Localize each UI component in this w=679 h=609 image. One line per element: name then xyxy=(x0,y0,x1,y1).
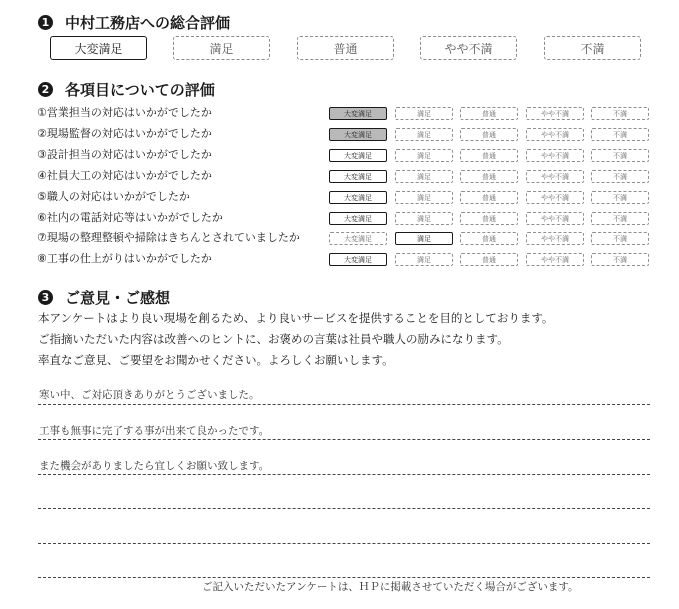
rating-option[interactable]: 不満 xyxy=(591,191,649,204)
rating-option[interactable]: やや不満 xyxy=(526,128,584,141)
rating-option[interactable]: 大変満足 xyxy=(329,232,387,245)
rating-option[interactable]: やや不満 xyxy=(526,212,584,225)
rating-option[interactable]: やや不満 xyxy=(526,253,584,266)
rating-option[interactable]: やや不満 xyxy=(526,170,584,183)
rating-option[interactable]: 大変満足 xyxy=(329,107,387,120)
rating-option[interactable]: やや不満 xyxy=(526,232,584,245)
intro-line: 本アンケートはより良い現場を創るため、より良いサービスを提供することを目的としております。 xyxy=(38,311,554,325)
footer-note: ご記入いただいたアンケートは、ＨＰに掲載させていただく場合がございます。 xyxy=(202,581,579,593)
question-label: ④社員大工の対応はいかがでしたか xyxy=(37,169,212,182)
question-label: ③設計担当の対応はいかがでしたか xyxy=(37,148,212,161)
rating-option[interactable]: 普通 xyxy=(460,232,518,245)
question-label: ⑤職人の対応はいかがでしたか xyxy=(37,190,190,203)
rating-option[interactable]: 大変満足 xyxy=(329,253,387,266)
rating-option[interactable]: やや不満 xyxy=(526,149,584,162)
section-3-heading xyxy=(38,287,170,308)
rating-option[interactable]: 不満 xyxy=(591,212,649,225)
rating-option[interactable]: やや不満 xyxy=(526,107,584,120)
rating-option[interactable]: 満足 xyxy=(395,232,453,245)
section-number-badge: 1 xyxy=(38,15,53,30)
rating-option[interactable]: 大変満足 xyxy=(329,128,387,141)
rating-option[interactable]: 普通 xyxy=(460,149,518,162)
question-label: ⑧工事の仕上がりはいかがでしたか xyxy=(37,252,212,265)
rating-option[interactable]: 不満 xyxy=(591,232,649,245)
rating-option[interactable]: 大変満足 xyxy=(329,170,387,183)
writing-line xyxy=(38,474,650,475)
intro-line: 率直なご意見、ご要望をお聞かせください。よろしくお願いします。 xyxy=(38,353,394,367)
section-title: ご意見・ご感想 xyxy=(65,289,171,307)
rating-option[interactable]: 満足 xyxy=(395,149,453,162)
rating-option[interactable]: 普通 xyxy=(460,191,518,204)
rating-option[interactable]: 満足 xyxy=(395,212,453,225)
rating-option[interactable]: 普通 xyxy=(460,253,518,266)
question-label: ①営業担当の対応はいかがでしたか xyxy=(37,106,212,119)
question-label: ②現場監督の対応はいかがでしたか xyxy=(37,127,212,140)
section-2-heading xyxy=(38,79,215,100)
writing-line xyxy=(38,577,650,578)
rating-option[interactable]: 不満 xyxy=(591,253,649,266)
intro-line: ご指摘いただいた内容は改善へのヒントに、お褒めの言葉は社員や職人の励みになります。 xyxy=(38,332,509,346)
rating-option[interactable]: やや不満 xyxy=(526,191,584,204)
question-label: ⑦現場の整理整頓や掃除はきちんとされていましたか xyxy=(37,231,300,244)
section-number-badge: 2 xyxy=(38,82,53,97)
handwritten-answer-line: 寒い中、ご対応頂きありがとうございました。 xyxy=(39,389,260,401)
rating-option[interactable]: 満足 xyxy=(395,128,453,141)
overall-option[interactable]: 不満 xyxy=(544,36,641,60)
rating-option[interactable]: 普通 xyxy=(460,107,518,120)
rating-option[interactable]: 満足 xyxy=(395,107,453,120)
handwritten-answer-line: 工事も無事に完了する事が出来て良かったです。 xyxy=(39,425,270,437)
handwritten-answer-line: また機会がありましたら宜しくお願い致します。 xyxy=(39,460,270,472)
rating-option[interactable]: 大変満足 xyxy=(329,212,387,225)
section-title: 中村工務店への総合評価 xyxy=(65,14,231,32)
section-number-badge: 3 xyxy=(38,290,53,305)
overall-option[interactable]: 満足 xyxy=(173,36,270,60)
overall-option[interactable]: 大変満足 xyxy=(50,36,147,60)
writing-line xyxy=(38,508,650,509)
rating-option[interactable]: 普通 xyxy=(460,170,518,183)
rating-option[interactable]: 大変満足 xyxy=(329,191,387,204)
section-title: 各項目についての評価 xyxy=(65,81,215,99)
rating-option[interactable]: 大変満足 xyxy=(329,149,387,162)
rating-option[interactable]: 満足 xyxy=(395,191,453,204)
rating-option[interactable]: 不満 xyxy=(591,128,649,141)
rating-option[interactable]: 不満 xyxy=(591,149,649,162)
section-1-heading xyxy=(38,12,230,33)
writing-line xyxy=(38,404,650,405)
writing-line xyxy=(38,439,650,440)
rating-option[interactable]: 不満 xyxy=(591,170,649,183)
rating-option[interactable]: 満足 xyxy=(395,253,453,266)
question-label: ⑥社内の電話対応等はいかがでしたか xyxy=(37,211,223,224)
writing-line xyxy=(38,543,650,544)
rating-option[interactable]: 普通 xyxy=(460,128,518,141)
rating-option[interactable]: 不満 xyxy=(591,107,649,120)
rating-option[interactable]: 普通 xyxy=(460,212,518,225)
overall-option[interactable]: やや不満 xyxy=(420,36,517,60)
overall-option[interactable]: 普通 xyxy=(297,36,394,60)
rating-option[interactable]: 満足 xyxy=(395,170,453,183)
